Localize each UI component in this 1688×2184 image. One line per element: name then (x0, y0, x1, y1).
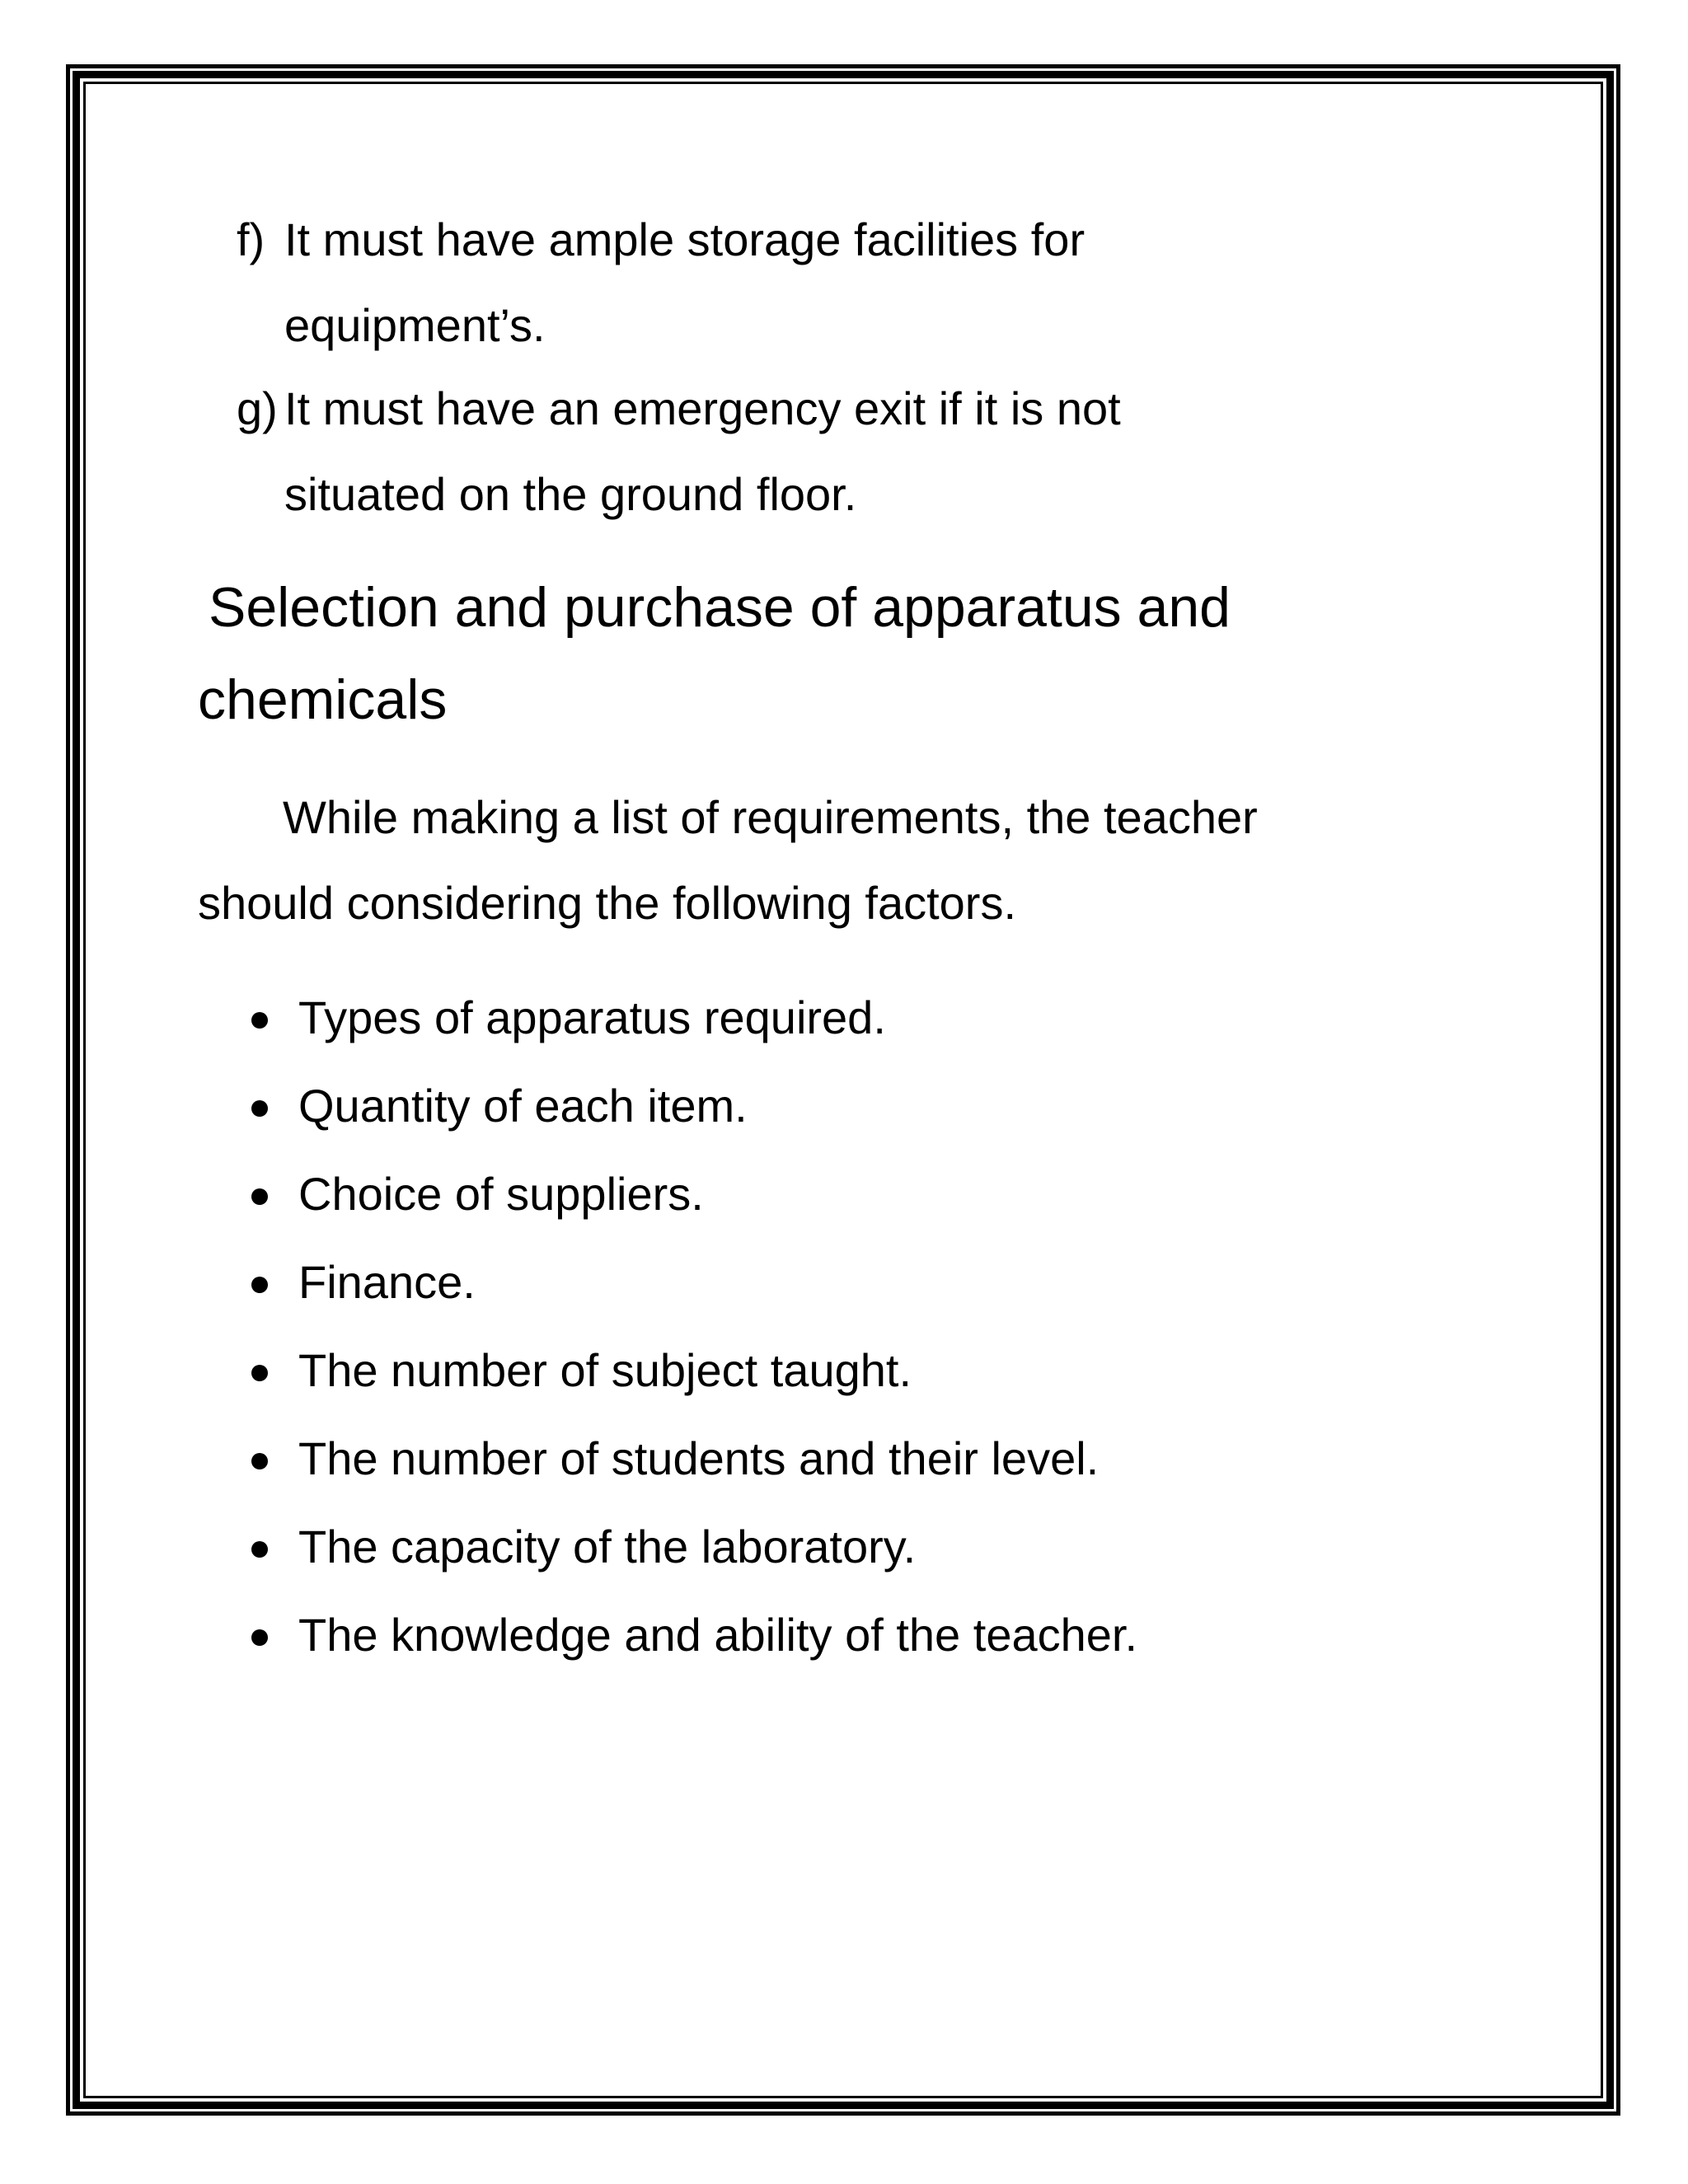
bullet-dot (251, 1453, 268, 1469)
bullet-dot (251, 1277, 268, 1293)
list-item-g-line1: It must have an emergency exit if it is not (284, 382, 1121, 434)
bullet-item-text: Choice of suppliers. (298, 1168, 704, 1220)
bullet-item-text: The number of students and their level. (298, 1432, 1100, 1484)
list-item-f-line1: It must have ample storage facilities for (284, 213, 1085, 265)
bullet-item-text: Types of apparatus required. (298, 991, 886, 1043)
bullet-item-text: Quantity of each item. (298, 1080, 748, 1132)
intro-paragraph-line2: should considering the following factors. (198, 877, 1017, 929)
list-item-g-line2: situated on the ground floor. (284, 468, 857, 520)
intro-paragraph-line1: While making a list of requirements, the teacher (283, 791, 1258, 843)
list-marker-f: f) (237, 213, 265, 265)
section-heading-line2: chemicals (198, 668, 448, 731)
list-item-f-line2: equipment’s. (284, 299, 546, 351)
bullet-dot (251, 1365, 268, 1381)
bullet-dot (251, 1012, 268, 1029)
list-marker-g: g) (237, 382, 278, 434)
bullet-item-text: The knowledge and ability of the teacher. (298, 1609, 1138, 1661)
bullet-item-text: Finance. (298, 1256, 476, 1308)
bullet-item-text: The capacity of the laboratory. (298, 1521, 917, 1572)
bullet-dot (251, 1541, 268, 1558)
bullet-dot (251, 1188, 268, 1205)
bullet-dot (251, 1629, 268, 1646)
bullet-item-text: The number of subject taught. (298, 1344, 912, 1396)
bullet-dot (251, 1100, 268, 1117)
section-heading-line1: Selection and purchase of apparatus and (209, 576, 1231, 639)
